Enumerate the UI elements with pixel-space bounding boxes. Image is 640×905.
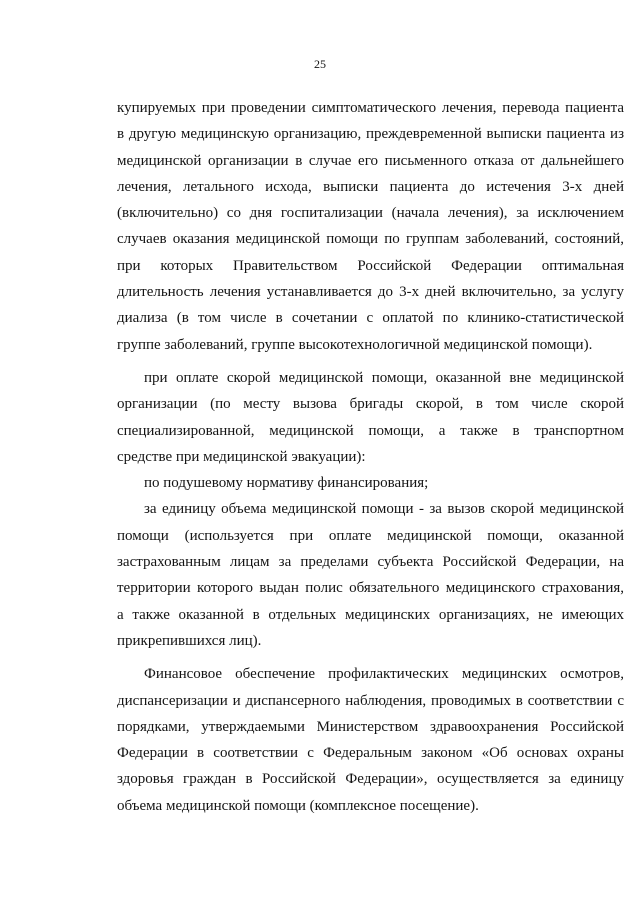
text-line: средстве при медицинской эвакуации): bbox=[117, 448, 366, 465]
text-line: прикрепившихся лиц). bbox=[117, 632, 262, 649]
text-line: территории которого выдан полис обязательного медицинского страхования, bbox=[117, 580, 624, 597]
text-line: случаев оказания медицинской помощи по группам заболеваний, состояний, bbox=[117, 231, 624, 248]
paragraph bbox=[117, 661, 624, 819]
text-line: здоровья граждан в Российской Федерации», осуществляется за единицу bbox=[117, 771, 624, 788]
text-line: группе заболеваний, группе высокотехнологичной медицинской помощи). bbox=[117, 336, 593, 353]
document-body bbox=[117, 95, 624, 819]
text-line: при оплате скорой медицинской помощи, оказанной вне медицинской bbox=[144, 369, 624, 386]
text-line: купируемых при проведении симптоматического лечения, перевода пациента bbox=[117, 100, 624, 116]
text-line: застрахованным лицам за пределами субъекта Российской Федерации, на bbox=[117, 554, 624, 571]
text-line: в другую медицинскую организацию, преждевременной выписки пациента из bbox=[117, 126, 624, 143]
text-line: Федерации в соответствии с Федеральным законом «Об основах охраны bbox=[117, 745, 624, 762]
paragraph bbox=[117, 95, 624, 358]
text-line: объема медицинской помощи (комплексное посещение). bbox=[117, 797, 479, 814]
text-line: организации (по месту вызова бригады скорой, в том числе скорой bbox=[117, 396, 624, 413]
paragraph bbox=[117, 496, 624, 654]
text-line: диализа (в том числе в сочетании с оплатой по клинико-статистической bbox=[117, 310, 624, 327]
text-line: лечения, летального исхода, выписки пациента до истечения 3-х дней bbox=[117, 178, 624, 195]
text-line: при которых Правительством Российской Федерации оптимальная bbox=[117, 257, 624, 274]
text-line: порядками, утверждаемыми Министерством здравоохранения Российской bbox=[117, 718, 624, 735]
text-line: диспансеризации и диспансерного наблюдения, проводимых в соответствии с bbox=[117, 692, 624, 709]
text-line: помощи (используется при оплате медицинской помощи, оказанной bbox=[117, 527, 624, 544]
text-line: Финансовое обеспечение профилактических медицинских осмотров, bbox=[144, 666, 624, 683]
text-line: по подушевому нормативу финансирования; bbox=[144, 475, 429, 492]
page-number: 25 bbox=[314, 57, 326, 71]
paragraph bbox=[117, 365, 624, 470]
text-line: а также оказанной в отдельных медицинских организациях, не имеющих bbox=[117, 606, 624, 623]
text-line: за единицу объема медицинской помощи - за вызов скорой медицинской bbox=[144, 501, 624, 518]
text-line: специализированной, медицинской помощи, а также в транспортном bbox=[117, 422, 624, 439]
text-line: (включительно) со дня госпитализации (начала лечения), за исключением bbox=[117, 205, 624, 222]
text-line: медицинской организации в случае его письменного отказа от дальнейшего bbox=[117, 152, 624, 169]
text-line: длительность лечения устанавливается до 3-х дней включительно, за услугу bbox=[117, 284, 624, 301]
paragraph bbox=[117, 470, 624, 496]
